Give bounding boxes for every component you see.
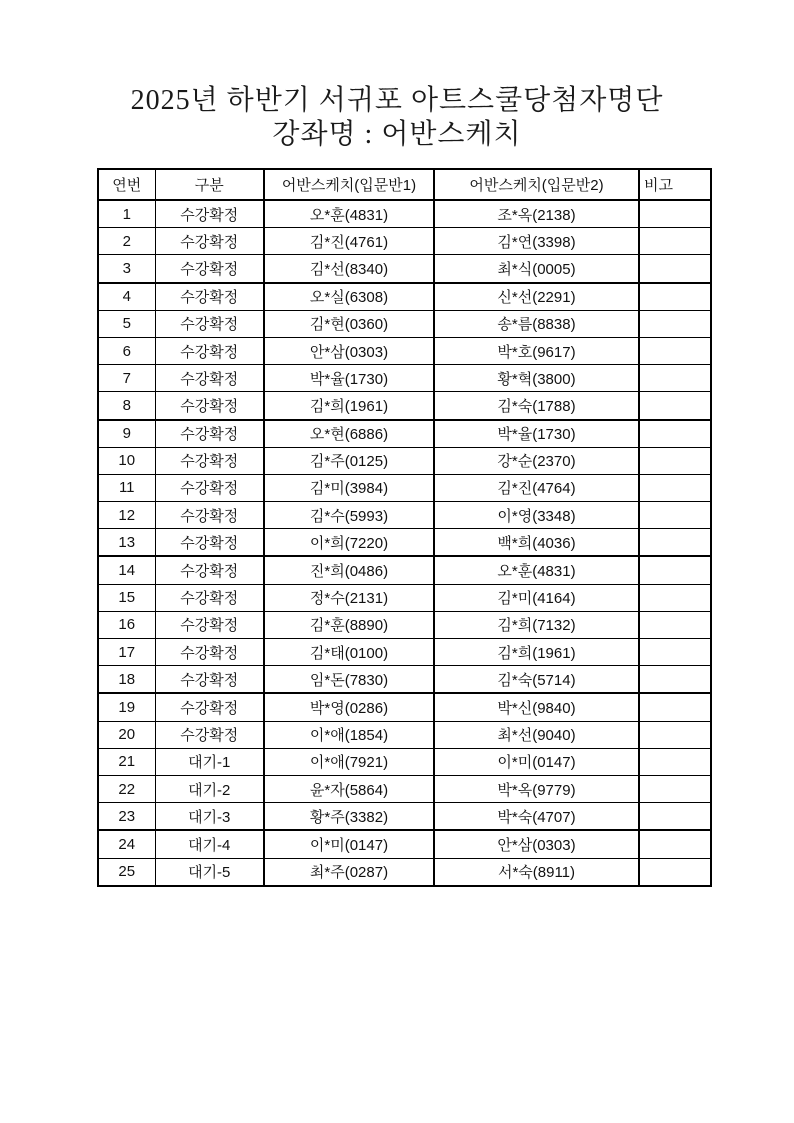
row-number-cell: 1 <box>98 200 155 228</box>
class1-name-cell: 오*훈(4831) <box>264 200 434 228</box>
table-row <box>98 775 711 802</box>
category-cell: 수강확정 <box>155 283 264 311</box>
note-cell <box>639 556 711 584</box>
header-category: 구분 <box>155 169 264 200</box>
table-row <box>98 830 711 858</box>
class2-name-cell: 안*삼(0303) <box>434 830 639 858</box>
note-cell <box>639 283 711 311</box>
class2-name-cell: 김*미(4164) <box>434 584 639 611</box>
table-row <box>98 392 711 420</box>
row-number-cell: 6 <box>98 337 155 364</box>
table-row <box>98 474 711 501</box>
category-cell: 수강확정 <box>155 200 264 228</box>
note-cell <box>639 858 711 886</box>
class2-name-cell: 이*영(3348) <box>434 502 639 529</box>
category-cell: 수강확정 <box>155 721 264 748</box>
row-number-cell: 22 <box>98 775 155 802</box>
row-number-cell: 10 <box>98 447 155 474</box>
class1-name-cell: 윤*자(5864) <box>264 775 434 802</box>
category-cell: 대기-3 <box>155 803 264 831</box>
row-number-cell: 4 <box>98 283 155 311</box>
class1-name-cell: 임*돈(7830) <box>264 666 434 694</box>
class2-name-cell: 황*혁(3800) <box>434 365 639 392</box>
class2-name-cell: 박*신(9840) <box>434 693 639 721</box>
note-cell <box>639 830 711 858</box>
table-row <box>98 337 711 364</box>
table-row <box>98 639 711 666</box>
class2-name-cell: 박*숙(4707) <box>434 803 639 831</box>
note-cell <box>639 584 711 611</box>
note-cell <box>639 365 711 392</box>
note-cell <box>639 748 711 775</box>
category-cell: 수강확정 <box>155 447 264 474</box>
class2-name-cell: 이*미(0147) <box>434 748 639 775</box>
note-cell <box>639 803 711 831</box>
note-cell <box>639 721 711 748</box>
class1-name-cell: 김*수(5993) <box>264 502 434 529</box>
header-no: 연번 <box>98 169 155 200</box>
category-cell: 수강확정 <box>155 337 264 364</box>
class2-name-cell: 백*희(4036) <box>434 529 639 557</box>
class1-name-cell: 김*희(1961) <box>264 392 434 420</box>
row-number-cell: 3 <box>98 255 155 283</box>
table-row <box>98 858 711 886</box>
note-cell <box>639 693 711 721</box>
class1-name-cell: 이*미(0147) <box>264 830 434 858</box>
header-note: 비고 <box>639 169 711 200</box>
row-number-cell: 18 <box>98 666 155 694</box>
table-row <box>98 447 711 474</box>
class1-name-cell: 정*수(2131) <box>264 584 434 611</box>
row-number-cell: 21 <box>98 748 155 775</box>
category-cell: 대기-4 <box>155 830 264 858</box>
note-cell <box>639 474 711 501</box>
row-number-cell: 8 <box>98 392 155 420</box>
class2-name-cell: 박*옥(9779) <box>434 775 639 802</box>
class2-name-cell: 신*선(2291) <box>434 283 639 311</box>
class1-name-cell: 이*애(1854) <box>264 721 434 748</box>
table-row <box>98 310 711 337</box>
row-number-cell: 14 <box>98 556 155 584</box>
note-cell <box>639 639 711 666</box>
category-cell: 수강확정 <box>155 611 264 638</box>
class1-name-cell: 박*영(0286) <box>264 693 434 721</box>
note-cell <box>639 420 711 448</box>
note-cell <box>639 447 711 474</box>
class2-name-cell: 서*숙(8911) <box>434 858 639 886</box>
note-cell <box>639 228 711 255</box>
category-cell: 대기-2 <box>155 775 264 802</box>
category-cell: 수강확정 <box>155 693 264 721</box>
table-row <box>98 200 711 228</box>
class1-name-cell: 이*애(7921) <box>264 748 434 775</box>
category-cell: 수강확정 <box>155 666 264 694</box>
class2-name-cell: 김*숙(1788) <box>434 392 639 420</box>
class2-name-cell: 박*율(1730) <box>434 420 639 448</box>
document-title: 2025년 하반기 서귀포 아트스쿨당첨자명단 <box>130 85 664 116</box>
row-number-cell: 25 <box>98 858 155 886</box>
note-cell <box>639 775 711 802</box>
course-subtitle: 강좌명 : 어반스케치 <box>272 119 522 150</box>
row-number-cell: 17 <box>98 639 155 666</box>
class1-name-cell: 김*진(4761) <box>264 228 434 255</box>
row-number-cell: 12 <box>98 502 155 529</box>
category-cell: 수강확정 <box>155 255 264 283</box>
table-row <box>98 255 711 283</box>
row-number-cell: 20 <box>98 721 155 748</box>
class2-name-cell: 송*름(8838) <box>434 310 639 337</box>
class1-name-cell: 오*현(6886) <box>264 420 434 448</box>
table-row <box>98 748 711 775</box>
class2-name-cell: 조*옥(2138) <box>434 200 639 228</box>
class1-name-cell: 오*실(6308) <box>264 283 434 311</box>
class2-name-cell: 오*훈(4831) <box>434 556 639 584</box>
class2-name-cell: 김*숙(5714) <box>434 666 639 694</box>
header-class2: 어반스케치(입문반2) <box>434 169 639 200</box>
row-number-cell: 16 <box>98 611 155 638</box>
class1-name-cell: 이*희(7220) <box>264 529 434 557</box>
category-cell: 수강확정 <box>155 228 264 255</box>
note-cell <box>639 392 711 420</box>
category-cell: 수강확정 <box>155 420 264 448</box>
category-cell: 대기-1 <box>155 748 264 775</box>
table-row <box>98 283 711 311</box>
row-number-cell: 5 <box>98 310 155 337</box>
category-cell: 수강확정 <box>155 502 264 529</box>
class2-name-cell: 김*진(4764) <box>434 474 639 501</box>
row-number-cell: 24 <box>98 830 155 858</box>
category-cell: 수강확정 <box>155 639 264 666</box>
category-cell: 수강확정 <box>155 584 264 611</box>
category-cell: 수강확정 <box>155 392 264 420</box>
table-row <box>98 420 711 448</box>
class1-name-cell: 박*율(1730) <box>264 365 434 392</box>
row-number-cell: 7 <box>98 365 155 392</box>
class1-name-cell: 김*현(0360) <box>264 310 434 337</box>
class1-name-cell: 김*주(0125) <box>264 447 434 474</box>
table-header-row <box>98 169 711 200</box>
class1-name-cell: 진*희(0486) <box>264 556 434 584</box>
table-row <box>98 693 711 721</box>
class2-name-cell: 최*식(0005) <box>434 255 639 283</box>
table-row <box>98 584 711 611</box>
table-row <box>98 365 711 392</box>
table-row <box>98 721 711 748</box>
row-number-cell: 15 <box>98 584 155 611</box>
class2-name-cell: 박*호(9617) <box>434 337 639 364</box>
class1-name-cell: 김*태(0100) <box>264 639 434 666</box>
class2-name-cell: 김*연(3398) <box>434 228 639 255</box>
class2-name-cell: 최*선(9040) <box>434 721 639 748</box>
category-cell: 수강확정 <box>155 474 264 501</box>
category-cell: 수강확정 <box>155 529 264 557</box>
table-row <box>98 529 711 557</box>
header-class1: 어반스케치(입문반1) <box>264 169 434 200</box>
class1-name-cell: 황*주(3382) <box>264 803 434 831</box>
table-row <box>98 502 711 529</box>
row-number-cell: 23 <box>98 803 155 831</box>
title-block <box>0 84 794 152</box>
table-row <box>98 611 711 638</box>
row-number-cell: 11 <box>98 474 155 501</box>
class1-name-cell: 안*삼(0303) <box>264 337 434 364</box>
row-number-cell: 9 <box>98 420 155 448</box>
winners-table <box>97 168 712 887</box>
category-cell: 수강확정 <box>155 310 264 337</box>
table-row <box>98 666 711 694</box>
row-number-cell: 2 <box>98 228 155 255</box>
table-row <box>98 228 711 255</box>
note-cell <box>639 200 711 228</box>
class2-name-cell: 김*희(7132) <box>434 611 639 638</box>
note-cell <box>639 310 711 337</box>
table-row <box>98 803 711 831</box>
note-cell <box>639 337 711 364</box>
note-cell <box>639 529 711 557</box>
note-cell <box>639 666 711 694</box>
category-cell: 수강확정 <box>155 556 264 584</box>
class2-name-cell: 강*순(2370) <box>434 447 639 474</box>
category-cell: 대기-5 <box>155 858 264 886</box>
class1-name-cell: 김*미(3984) <box>264 474 434 501</box>
class1-name-cell: 김*선(8340) <box>264 255 434 283</box>
class2-name-cell: 김*희(1961) <box>434 639 639 666</box>
note-cell <box>639 255 711 283</box>
row-number-cell: 19 <box>98 693 155 721</box>
row-number-cell: 13 <box>98 529 155 557</box>
table-row <box>98 556 711 584</box>
note-cell <box>639 611 711 638</box>
note-cell <box>639 502 711 529</box>
class1-name-cell: 김*훈(8890) <box>264 611 434 638</box>
class1-name-cell: 최*주(0287) <box>264 858 434 886</box>
category-cell: 수강확정 <box>155 365 264 392</box>
